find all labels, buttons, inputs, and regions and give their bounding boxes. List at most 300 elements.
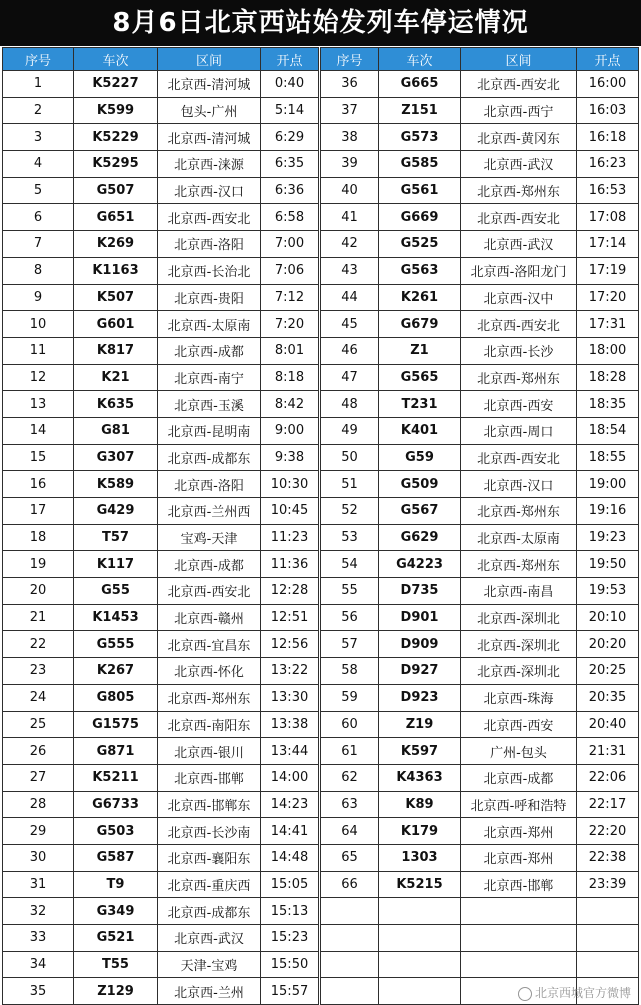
cell-route: 北京西-郑州东 [461, 177, 577, 204]
cell-route: 北京西-长沙 [461, 337, 577, 364]
cell-departure: 19:23 [577, 524, 639, 551]
cell-departure: 12:56 [261, 631, 319, 658]
cell-index: 27 [3, 764, 74, 791]
cell-route: 北京西-太原南 [158, 311, 261, 338]
cell-route: 北京西-南昌 [461, 578, 577, 605]
table-row [3, 311, 319, 338]
cell-train: Z1 [379, 337, 461, 364]
cell-departure: 7:20 [261, 311, 319, 338]
table-row [3, 71, 319, 98]
cell-departure: 17:19 [577, 257, 639, 284]
cell-route: 北京西-西安北 [461, 311, 577, 338]
cell-route: 北京西-西安北 [158, 578, 261, 605]
cell-departure: 12:28 [261, 578, 319, 605]
table-row [3, 444, 319, 471]
cell-train: G507 [74, 177, 158, 204]
cell-index: 39 [321, 151, 379, 178]
cell-departure: 19:16 [577, 498, 639, 525]
cell-route: 北京西-清河城 [158, 124, 261, 151]
table-row [321, 177, 639, 204]
cell-train: G525 [379, 231, 461, 258]
cell-index: 23 [3, 658, 74, 685]
cell-index: 62 [321, 764, 379, 791]
table-row [321, 604, 639, 631]
cell-train [379, 951, 461, 978]
table-row [3, 257, 319, 284]
cell-departure: 20:25 [577, 658, 639, 685]
cell-departure: 7:12 [261, 284, 319, 311]
cell-train: D923 [379, 684, 461, 711]
cell-departure: 18:35 [577, 391, 639, 418]
cell-index: 32 [3, 898, 74, 925]
cell-route: 北京西-西安 [461, 391, 577, 418]
cell-index: 14 [3, 417, 74, 444]
cell-route: 北京西-长沙南 [158, 818, 261, 845]
cell-index: 46 [321, 337, 379, 364]
table-row [321, 871, 639, 898]
cell-departure: 17:31 [577, 311, 639, 338]
cell-route: 北京西-长治北 [158, 257, 261, 284]
cell-train: G561 [379, 177, 461, 204]
cell-index: 19 [3, 551, 74, 578]
cell-departure: 22:20 [577, 818, 639, 845]
cell-route: 广州-包头 [461, 738, 577, 765]
table-row [3, 177, 319, 204]
cell-train: D909 [379, 631, 461, 658]
cell-train: G1575 [74, 711, 158, 738]
table-row [3, 97, 319, 124]
table-row [3, 284, 319, 311]
cell-route: 北京西-成都 [158, 551, 261, 578]
cell-route: 北京西-兰州 [158, 978, 261, 1005]
cell-route: 北京西-汉口 [461, 471, 577, 498]
cell-index: 25 [3, 711, 74, 738]
cell-route: 北京西-贵阳 [158, 284, 261, 311]
cell-train: D927 [379, 658, 461, 685]
table-header-row [3, 48, 319, 71]
cell-departure: 5:14 [261, 97, 319, 124]
cell-train: K5215 [379, 871, 461, 898]
cell-train: T57 [74, 524, 158, 551]
cell-route: 北京西-襄阳东 [158, 844, 261, 871]
cell-train: G555 [74, 631, 158, 658]
table-row [321, 204, 639, 231]
cell-train: K269 [74, 231, 158, 258]
cell-train: T55 [74, 951, 158, 978]
cell-route: 包头-广州 [158, 97, 261, 124]
cell-route: 北京西-汉中 [461, 284, 577, 311]
cell-departure: 20:35 [577, 684, 639, 711]
cell-route: 北京西-深圳北 [461, 658, 577, 685]
cell-index: 59 [321, 684, 379, 711]
cell-departure: 15:23 [261, 925, 319, 952]
table-row [3, 551, 319, 578]
cell-route: 北京西-银川 [158, 738, 261, 765]
cell-departure: 17:08 [577, 204, 639, 231]
cell-train: K599 [74, 97, 158, 124]
cell-index: 16 [3, 471, 74, 498]
table-row [3, 604, 319, 631]
cell-index: 26 [3, 738, 74, 765]
cell-route: 北京西-郑州东 [158, 684, 261, 711]
cell-index: 58 [321, 658, 379, 685]
cell-route [461, 951, 577, 978]
table-row [321, 818, 639, 845]
table-row [3, 417, 319, 444]
header-train: 车次 [74, 48, 158, 71]
cell-index: 54 [321, 551, 379, 578]
cell-index: 10 [3, 311, 74, 338]
cell-route: 北京西-洛阳 [158, 471, 261, 498]
table-row [3, 578, 319, 605]
table-row [3, 951, 319, 978]
cell-departure: 22:17 [577, 791, 639, 818]
cell-index: 65 [321, 844, 379, 871]
cell-train: G665 [379, 71, 461, 98]
cell-index [321, 951, 379, 978]
cell-route: 北京西-西安北 [461, 204, 577, 231]
cell-route: 北京西-宜昌东 [158, 631, 261, 658]
cell-train: G6733 [74, 791, 158, 818]
cell-route: 北京西-洛阳 [158, 231, 261, 258]
cell-route: 北京西-周口 [461, 417, 577, 444]
cell-train: G521 [74, 925, 158, 952]
table-row [321, 471, 639, 498]
cell-route: 北京西-赣州 [158, 604, 261, 631]
cell-train: T231 [379, 391, 461, 418]
cell-train: G509 [379, 471, 461, 498]
cell-index: 43 [321, 257, 379, 284]
cell-route: 宝鸡-天津 [158, 524, 261, 551]
cell-index: 24 [3, 684, 74, 711]
cell-index: 40 [321, 177, 379, 204]
cell-train: G629 [379, 524, 461, 551]
table-row [3, 337, 319, 364]
table-row [3, 791, 319, 818]
watermark [518, 984, 631, 1001]
table-row [3, 124, 319, 151]
table-row [3, 391, 319, 418]
table-row [3, 871, 319, 898]
cell-index [321, 925, 379, 952]
cell-departure: 6:29 [261, 124, 319, 151]
cell-departure: 14:00 [261, 764, 319, 791]
cell-index: 20 [3, 578, 74, 605]
cell-route: 北京西-太原南 [461, 524, 577, 551]
cell-train [379, 978, 461, 1005]
header-index: 序号 [321, 48, 379, 71]
cell-departure: 19:00 [577, 471, 639, 498]
cell-departure: 13:44 [261, 738, 319, 765]
table-row [3, 844, 319, 871]
cell-route: 天津-宝鸡 [158, 951, 261, 978]
cell-index: 66 [321, 871, 379, 898]
cell-departure: 15:50 [261, 951, 319, 978]
cell-route: 北京西-成都东 [158, 444, 261, 471]
header-route: 区间 [461, 48, 577, 71]
cell-index: 9 [3, 284, 74, 311]
table-row [321, 391, 639, 418]
cell-departure: 16:18 [577, 124, 639, 151]
cell-route: 北京西-郑州 [461, 844, 577, 871]
cell-route: 北京西-涞源 [158, 151, 261, 178]
cell-departure: 16:53 [577, 177, 639, 204]
cell-departure: 21:31 [577, 738, 639, 765]
table-row [321, 284, 639, 311]
cell-index: 33 [3, 925, 74, 952]
cell-index: 60 [321, 711, 379, 738]
cell-index: 45 [321, 311, 379, 338]
cell-train: Z151 [379, 97, 461, 124]
cell-departure: 14:48 [261, 844, 319, 871]
cell-route: 北京西-昆明南 [158, 417, 261, 444]
cell-departure: 16:23 [577, 151, 639, 178]
cell-train: G429 [74, 498, 158, 525]
cell-departure: 16:03 [577, 97, 639, 124]
cell-index: 18 [3, 524, 74, 551]
cell-route: 北京西-成都东 [158, 898, 261, 925]
cell-train: K589 [74, 471, 158, 498]
cell-departure: 18:00 [577, 337, 639, 364]
cell-index: 13 [3, 391, 74, 418]
cell-index: 29 [3, 818, 74, 845]
cell-route: 北京西-成都 [158, 337, 261, 364]
cell-train: K21 [74, 364, 158, 391]
cell-departure: 10:45 [261, 498, 319, 525]
table-row [321, 71, 639, 98]
cell-train: G81 [74, 417, 158, 444]
cell-departure: 11:23 [261, 524, 319, 551]
cell-train: G59 [379, 444, 461, 471]
header-departure: 开点 [577, 48, 639, 71]
cell-train: G4223 [379, 551, 461, 578]
cell-train: G55 [74, 578, 158, 605]
table-row [321, 658, 639, 685]
cell-train [379, 898, 461, 925]
cell-departure: 20:10 [577, 604, 639, 631]
weibo-icon [518, 987, 532, 1001]
cell-train [379, 925, 461, 952]
cell-departure: 19:53 [577, 578, 639, 605]
cell-route: 北京西-成都 [461, 764, 577, 791]
cell-train: Z129 [74, 978, 158, 1005]
cell-index: 17 [3, 498, 74, 525]
cell-index: 11 [3, 337, 74, 364]
cell-train: G563 [379, 257, 461, 284]
cell-index: 48 [321, 391, 379, 418]
cell-index: 35 [3, 978, 74, 1005]
cell-departure: 6:35 [261, 151, 319, 178]
cell-train: D735 [379, 578, 461, 605]
table-row [321, 337, 639, 364]
table-row [3, 738, 319, 765]
cell-departure: 18:28 [577, 364, 639, 391]
cell-train: K817 [74, 337, 158, 364]
cell-route: 北京西-黄冈东 [461, 124, 577, 151]
table-row [321, 711, 639, 738]
table-row [321, 124, 639, 151]
cell-train: G587 [74, 844, 158, 871]
cell-index: 22 [3, 631, 74, 658]
table-row [321, 524, 639, 551]
cell-train: 1303 [379, 844, 461, 871]
table-row [321, 97, 639, 124]
cell-route: 北京西-邯郸 [158, 764, 261, 791]
cell-departure: 9:38 [261, 444, 319, 471]
cell-train: K5227 [74, 71, 158, 98]
cell-index: 64 [321, 818, 379, 845]
cell-route: 北京西-郑州东 [461, 498, 577, 525]
cell-train: K267 [74, 658, 158, 685]
cell-departure: 8:42 [261, 391, 319, 418]
cell-index: 44 [321, 284, 379, 311]
schedule-table-left [2, 47, 319, 1005]
cell-train: K179 [379, 818, 461, 845]
cell-route [461, 898, 577, 925]
cell-train: G503 [74, 818, 158, 845]
cell-departure: 18:54 [577, 417, 639, 444]
cell-route: 北京西-西安北 [158, 204, 261, 231]
cell-departure [577, 951, 639, 978]
cell-index: 12 [3, 364, 74, 391]
table-row [321, 898, 639, 925]
cell-departure: 0:40 [261, 71, 319, 98]
cell-departure: 8:01 [261, 337, 319, 364]
table-row [321, 417, 639, 444]
table-row [3, 764, 319, 791]
table-row [321, 684, 639, 711]
cell-route: 北京西-邯郸东 [158, 791, 261, 818]
table-row [3, 631, 319, 658]
cell-index: 52 [321, 498, 379, 525]
header-index: 序号 [3, 48, 74, 71]
cell-index: 38 [321, 124, 379, 151]
cell-index: 15 [3, 444, 74, 471]
cell-index: 56 [321, 604, 379, 631]
cell-route: 北京西-西安北 [461, 444, 577, 471]
cell-train: K117 [74, 551, 158, 578]
cell-index: 21 [3, 604, 74, 631]
cell-index: 34 [3, 951, 74, 978]
cell-route: 北京西-郑州东 [461, 551, 577, 578]
cell-index [321, 898, 379, 925]
table-row [321, 791, 639, 818]
cell-train: G573 [379, 124, 461, 151]
cell-departure: 14:23 [261, 791, 319, 818]
cell-departure: 15:05 [261, 871, 319, 898]
cell-index: 1 [3, 71, 74, 98]
cell-train: K401 [379, 417, 461, 444]
cell-departure: 7:06 [261, 257, 319, 284]
cell-index: 3 [3, 124, 74, 151]
cell-departure: 22:06 [577, 764, 639, 791]
cell-departure [577, 898, 639, 925]
cell-index: 51 [321, 471, 379, 498]
cell-departure: 12:51 [261, 604, 319, 631]
cell-index: 2 [3, 97, 74, 124]
cell-train: G585 [379, 151, 461, 178]
table-row [3, 711, 319, 738]
table-row [321, 738, 639, 765]
table-row [321, 498, 639, 525]
cell-departure: 19:50 [577, 551, 639, 578]
cell-departure: 23:39 [577, 871, 639, 898]
table-row [321, 631, 639, 658]
table-row [321, 578, 639, 605]
cell-train: G307 [74, 444, 158, 471]
cell-route: 北京西-洛阳龙门 [461, 257, 577, 284]
cell-route: 北京西-西安 [461, 711, 577, 738]
cell-train: Z19 [379, 711, 461, 738]
table-row [321, 151, 639, 178]
table-row [321, 951, 639, 978]
page-title: 8月6日北京西站始发列车停运情况 [0, 0, 641, 46]
schedule-table-right [320, 47, 639, 1005]
cell-train: K597 [379, 738, 461, 765]
cell-train: G679 [379, 311, 461, 338]
cell-route: 北京西-南阳东 [158, 711, 261, 738]
cell-route: 北京西-西宁 [461, 97, 577, 124]
cell-route: 北京西-邯郸 [461, 871, 577, 898]
cell-route: 北京西-武汉 [461, 231, 577, 258]
cell-route: 北京西-玉溪 [158, 391, 261, 418]
cell-departure: 22:38 [577, 844, 639, 871]
cell-route: 北京西-西安北 [461, 71, 577, 98]
cell-route: 北京西-南宁 [158, 364, 261, 391]
cell-index: 36 [321, 71, 379, 98]
cell-train: T9 [74, 871, 158, 898]
cell-train: K4363 [379, 764, 461, 791]
table-row [3, 364, 319, 391]
cell-route: 北京西-清河城 [158, 71, 261, 98]
cell-index: 41 [321, 204, 379, 231]
cell-train: G871 [74, 738, 158, 765]
table-row [3, 498, 319, 525]
table-row [321, 925, 639, 952]
header-route: 区间 [158, 48, 261, 71]
table-header-row [321, 48, 639, 71]
cell-departure: 8:18 [261, 364, 319, 391]
cell-train: G669 [379, 204, 461, 231]
cell-train: D901 [379, 604, 461, 631]
cell-route: 北京西-郑州 [461, 818, 577, 845]
cell-train: K89 [379, 791, 461, 818]
cell-index: 49 [321, 417, 379, 444]
table-row [3, 925, 319, 952]
cell-departure: 13:22 [261, 658, 319, 685]
cell-departure: 20:20 [577, 631, 639, 658]
cell-departure: 16:00 [577, 71, 639, 98]
cell-index: 55 [321, 578, 379, 605]
header-departure: 开点 [261, 48, 319, 71]
cell-departure: 14:41 [261, 818, 319, 845]
cell-index: 28 [3, 791, 74, 818]
table-row [3, 684, 319, 711]
cell-index: 31 [3, 871, 74, 898]
cell-train: K5211 [74, 764, 158, 791]
cell-train: G805 [74, 684, 158, 711]
cell-departure: 13:38 [261, 711, 319, 738]
cell-train: K507 [74, 284, 158, 311]
cell-route: 北京西-武汉 [461, 151, 577, 178]
cell-index: 8 [3, 257, 74, 284]
cell-train: G601 [74, 311, 158, 338]
table-row [3, 151, 319, 178]
table-row [3, 898, 319, 925]
cell-train: K261 [379, 284, 461, 311]
cell-index: 5 [3, 177, 74, 204]
cell-route: 北京西-重庆西 [158, 871, 261, 898]
